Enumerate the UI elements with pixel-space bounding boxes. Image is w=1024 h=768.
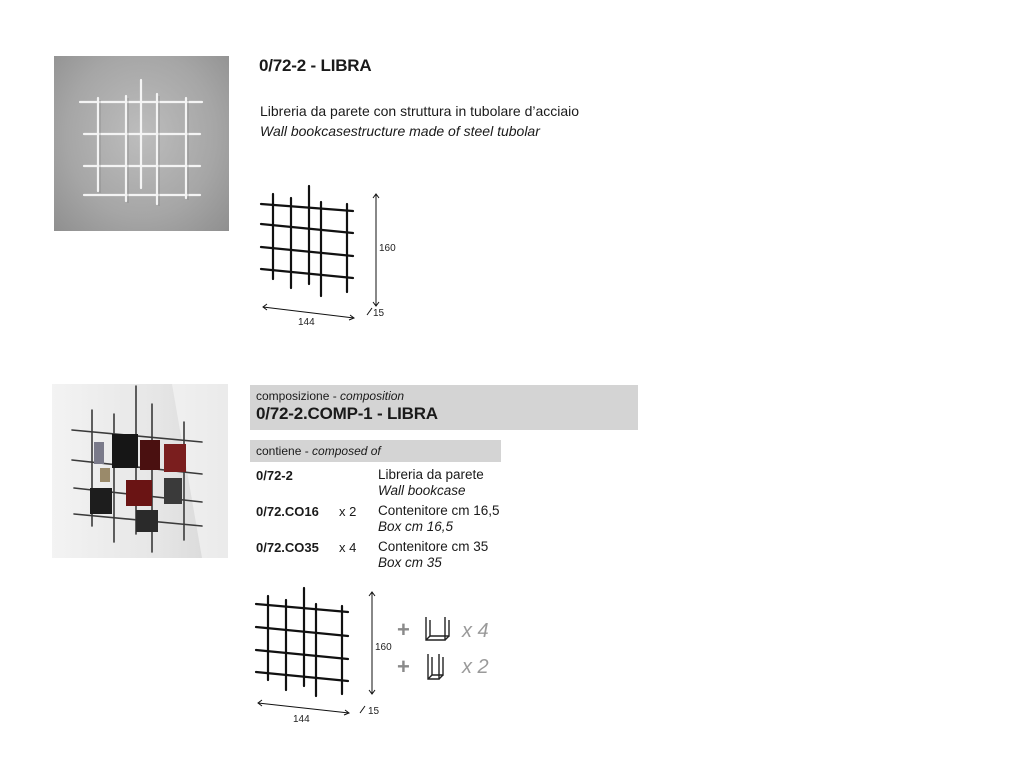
- contains-band: [250, 440, 501, 462]
- item-quantity: x 2: [339, 504, 357, 519]
- item-code: 0/72.CO16: [256, 504, 319, 519]
- item-description: Libreria da parete Wall bookcase: [378, 467, 484, 498]
- product-title: 0/72-2 - LIBRA: [259, 56, 372, 75]
- dimension-width: 144: [298, 317, 315, 328]
- item-code: 0/72.CO35: [256, 540, 319, 555]
- product-description-en: Wall bookcasestructure made of steel tubolar: [260, 123, 540, 139]
- item-quantity: x 4: [339, 540, 357, 555]
- item-description: Contenitore cm 35 Box cm 35: [378, 539, 489, 570]
- dimension-depth: 15: [373, 308, 385, 319]
- quantity-multiplier: x 4: [462, 620, 489, 642]
- product-photo-libra: [54, 56, 229, 231]
- composition-label: composizione - composition: [256, 389, 405, 403]
- plus-sign: +: [397, 654, 410, 679]
- dimension-height: 160: [375, 642, 392, 653]
- contains-label: contiene - composed of: [256, 444, 381, 458]
- dimension-width: 144: [293, 714, 310, 725]
- dimension-depth: 15: [368, 706, 380, 717]
- small-box-icon: [425, 651, 447, 685]
- product-description-it: Libreria da parete con struttura in tubolare d’acciaio: [260, 103, 580, 119]
- composition-title: 0/72-2.COMP-1 - LIBRA: [256, 404, 438, 423]
- bookcase-photo-image: [54, 56, 229, 231]
- plus-sign: +: [397, 617, 410, 642]
- item-code: 0/72-2: [256, 468, 293, 483]
- composition-photo: [52, 384, 228, 558]
- item-description: Contenitore cm 16,5 Box cm 16,5: [378, 503, 500, 534]
- dimension-height: 160: [379, 243, 396, 254]
- composition-header-band: [250, 385, 638, 430]
- quantity-multiplier: x 2: [462, 656, 489, 678]
- composition-photo-image: [52, 384, 228, 558]
- large-box-icon: [423, 614, 451, 646]
